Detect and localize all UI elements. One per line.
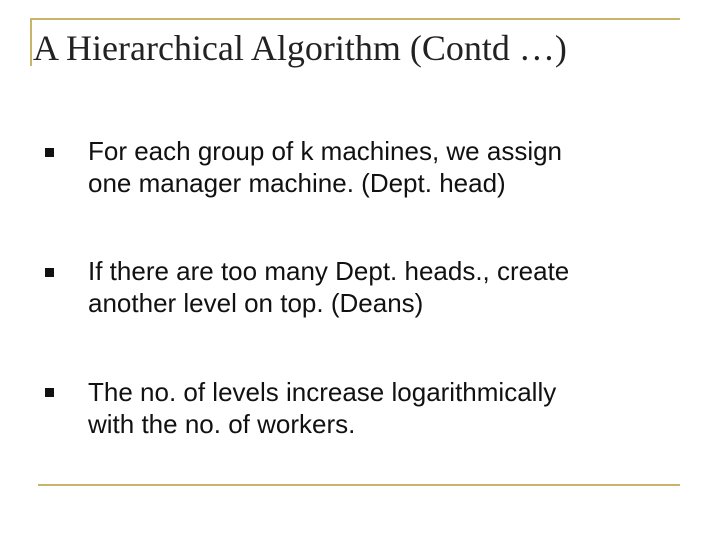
bullet-line: another level on top. (Deans) xyxy=(88,288,424,318)
footer-rule xyxy=(38,484,680,486)
bullet-line: The no. of levels increase logarithmically xyxy=(88,377,557,407)
title-top-rule xyxy=(30,18,680,20)
slide-title: A Hierarchical Algorithm (Contd …) xyxy=(33,28,567,68)
square-bullet-icon xyxy=(45,388,54,397)
square-bullet-icon xyxy=(45,148,54,157)
bullet-line: with the no. of workers. xyxy=(88,409,356,439)
bullet-text xyxy=(88,255,668,319)
title-side-rule xyxy=(30,18,32,66)
bullet-line: one manager machine. (Dept. head) xyxy=(88,168,506,198)
bullet-line: For each group of k machines, we assign xyxy=(88,136,563,166)
bullet-text xyxy=(88,376,668,440)
square-bullet-icon xyxy=(45,268,54,277)
bullet-text xyxy=(88,135,668,199)
bullet-line: If there are too many Dept. heads., create xyxy=(88,256,570,286)
